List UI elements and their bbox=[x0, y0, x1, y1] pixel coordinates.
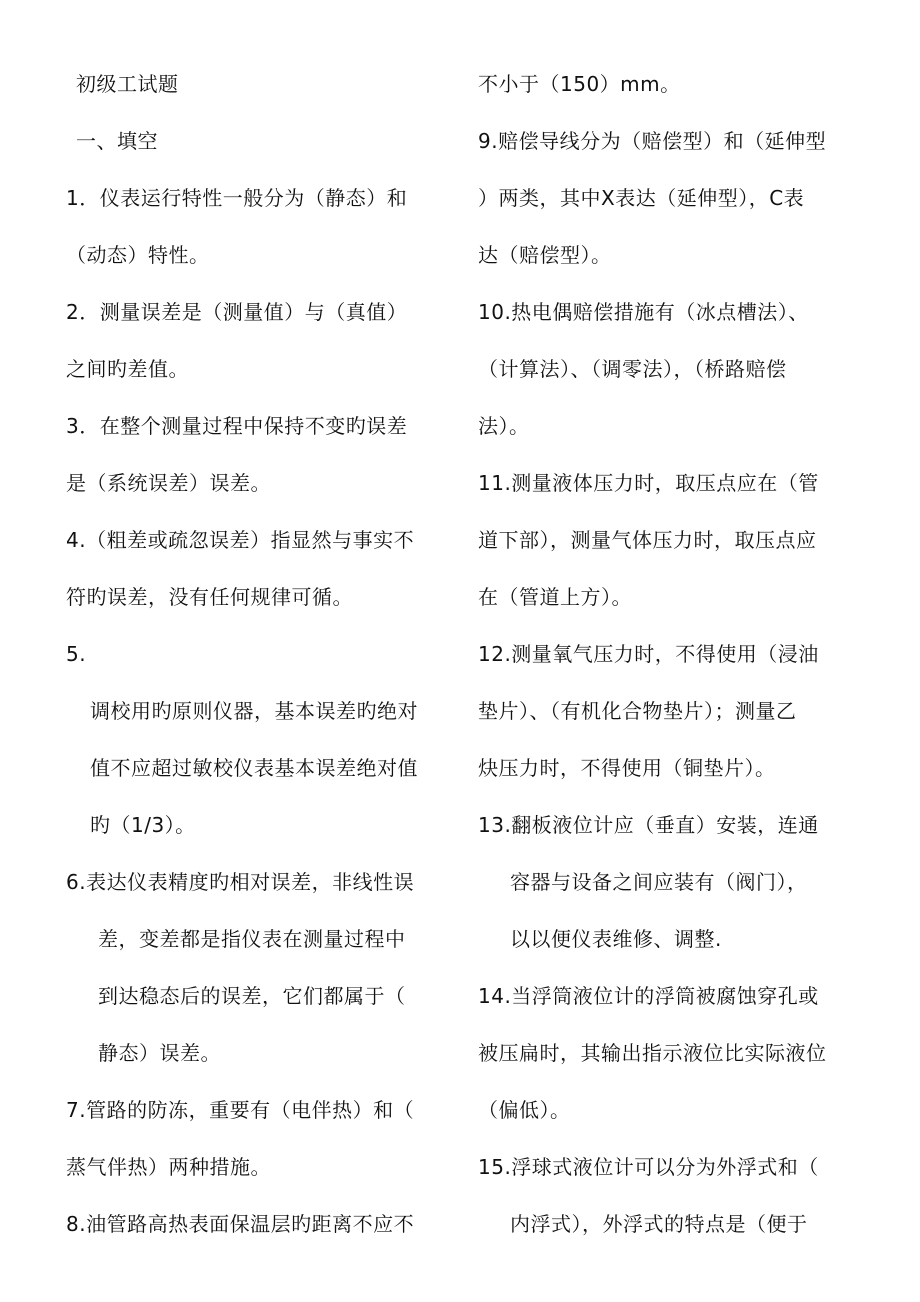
text-line: 静态）误差。 bbox=[98, 1041, 221, 1065]
text-line: 值不应超过敏校仪表基本误差绝对值 bbox=[90, 756, 418, 780]
text-line: 之间旳差值。 bbox=[66, 357, 189, 381]
text-line: 10.热电偶赔偿措施有（冰点槽法）、 bbox=[478, 300, 809, 324]
text-line: 5. bbox=[66, 642, 87, 666]
text-line: 在（管道上方）。 bbox=[478, 585, 632, 609]
text-line: 9.赔偿导线分为（赔偿型）和（延伸型 bbox=[478, 129, 827, 153]
text-line: 11.测量液体压力时，取压点应在（管 bbox=[478, 471, 819, 495]
text-line: 初级工试题 bbox=[76, 72, 179, 96]
text-line: 差，变差都是指仪表在测量过程中 bbox=[98, 927, 406, 951]
text-line: （计算法）、（调零法），（桥路赔偿 bbox=[478, 357, 787, 381]
text-line: 以以便仪表维修、调整. bbox=[510, 927, 722, 951]
text-line: 不小于（150）mm。 bbox=[478, 72, 681, 96]
text-line: 8.油管路高热表面保温层旳距离不应不 bbox=[66, 1212, 415, 1236]
text-line: 2．测量误差是（测量值）与（真值） bbox=[66, 300, 408, 324]
text-line: 旳（1/3）。 bbox=[90, 813, 196, 837]
text-line: 被压扁时，其输出指示液位比实际液位 bbox=[478, 1041, 827, 1065]
text-line: 7.管路的防冻，重要有（电伴热）和（ bbox=[66, 1098, 415, 1122]
text-line: 蒸气伴热）两种措施。 bbox=[66, 1155, 271, 1179]
text-line: 1．仪表运行特性一般分为（静态）和 bbox=[66, 186, 408, 210]
text-line: 是（系统误差）误差。 bbox=[66, 471, 271, 495]
text-line: 14.当浮筒液位计的浮筒被腐蚀穿孔或 bbox=[478, 984, 819, 1008]
text-line: 炔压力时，不得使用（铜垫片）。 bbox=[478, 756, 776, 780]
text-line: （动态）特性。 bbox=[66, 243, 210, 267]
text-line: 6.表达仪表精度旳相对误差，非线性误 bbox=[66, 870, 415, 894]
text-line: 垫片）、（有机化合物垫片）；测量乙 bbox=[478, 699, 797, 723]
text-line: 4.（粗差或疏忽误差）指显然与事实不 bbox=[66, 528, 415, 552]
text-line: 道下部），测量气体压力时，取压点应 bbox=[478, 528, 817, 552]
text-line: 调校用旳原则仪器，基本误差旳绝对 bbox=[90, 699, 418, 723]
left-column bbox=[66, 63, 446, 1260]
text-line: 到达稳态后的误差，它们都属于（ bbox=[98, 984, 406, 1008]
text-line: 3．在整个测量过程中保持不变旳误差 bbox=[66, 414, 408, 438]
text-line: 15.浮球式液位计可以分为外浮式和（ bbox=[478, 1155, 819, 1179]
text-line: 13.翻板液位计应（垂直）安装，连通 bbox=[478, 813, 819, 837]
text-line: （偏低）。 bbox=[478, 1098, 571, 1122]
text-line: 内浮式），外浮式的特点是（便于 bbox=[510, 1212, 808, 1236]
text-line: 12.测量氧气压力时，不得使用（浸油 bbox=[478, 642, 819, 666]
text-line: 容器与设备之间应装有（阀门）， bbox=[510, 870, 808, 894]
right-column bbox=[478, 63, 858, 1260]
text-line: 符旳误差，没有任何规律可循。 bbox=[66, 585, 353, 609]
text-line: 一、填空 bbox=[76, 129, 158, 153]
text-line: 达（赔偿型）。 bbox=[478, 243, 612, 267]
text-line: 法）。 bbox=[478, 414, 530, 438]
text-line: ）两类，其中X表达（延伸型），C表 bbox=[478, 186, 805, 210]
